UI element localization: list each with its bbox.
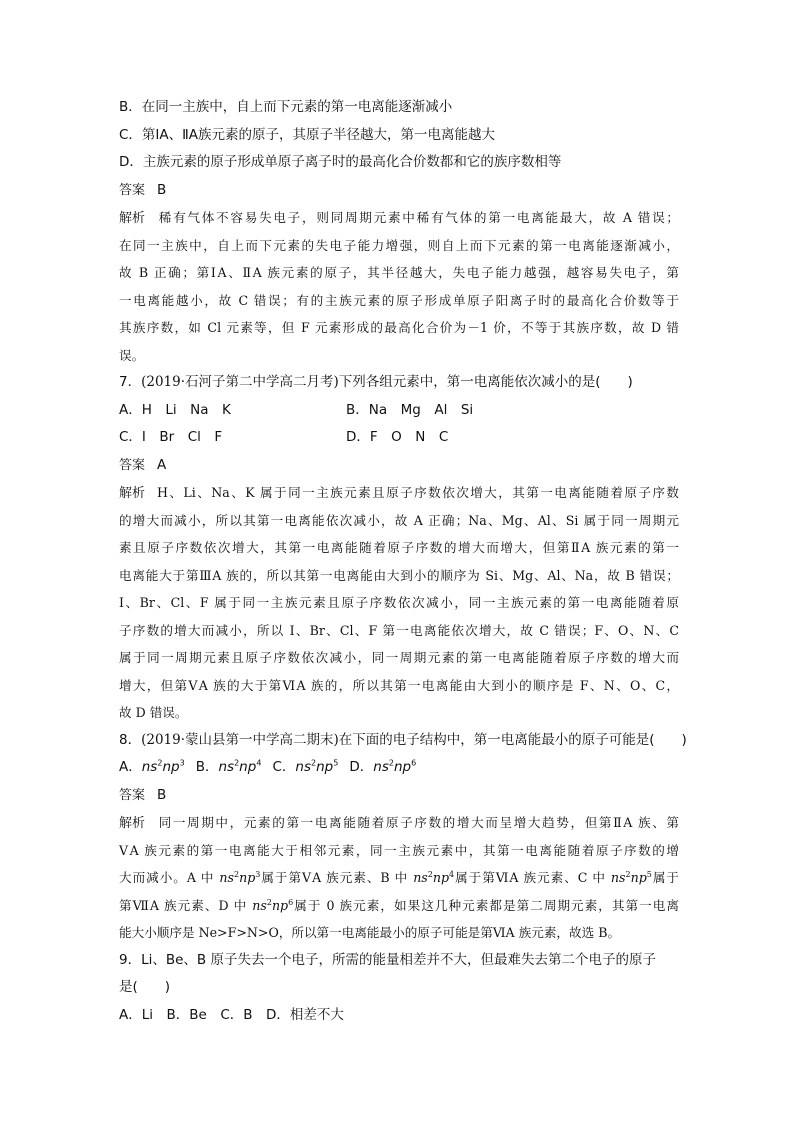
explanation-line: 素且原子序数依次增大，其第一电离能随着原子序数的增大而增大，但第ⅡA 族元素的第一 bbox=[119, 540, 679, 555]
answer-row bbox=[119, 452, 679, 480]
explanation-block bbox=[119, 204, 679, 369]
answer-value: B bbox=[157, 181, 167, 198]
answer-label: 答案 bbox=[119, 457, 146, 473]
answer-label: 答案 bbox=[119, 787, 146, 803]
explanation-line: 误。 bbox=[119, 347, 145, 363]
explanation-line: 故 B 正确；第ⅠA、ⅡA 族元素的原子，其半径越大，失电子能力越强，越容易失电子，第 bbox=[119, 265, 679, 280]
explanation-line: 子序数的增大而减小，所以 I、Br、Cl、F 第一电离能依次增大，故 C 错误；F、O、N、C bbox=[119, 622, 679, 638]
explanation-line: 一电离能越小，故 C 错误；有的主族元素的原子形成单原子阳离子时的最高化合价数等于 bbox=[119, 292, 679, 308]
question-7-stem: 7．(2019·石河子第二中学高二月考)下列各组元素中，第一电离能依次减小的是( ) bbox=[119, 374, 633, 390]
option-b: B．在同一主族中，自上而下元素的第一电离能逐渐减小 bbox=[119, 99, 453, 115]
explanation-line: 的增大而减小，所以其第一电离能依次减小，故 A 正确；Na、Mg、Al、Si 属于同一周期元 bbox=[119, 512, 679, 528]
explanation-line: I、Br、Cl、F 属于同一主族元素且原子序数依次减小，同一主族元素的第一电离能随着原 bbox=[119, 595, 679, 610]
option-d: D．F O N C bbox=[346, 429, 449, 445]
explanation-line: 解析 同一周期中，元素的第一电离能随着原子序数的增大而呈增大趋势，但第ⅡA 族、第 bbox=[119, 809, 679, 837]
options-row: A．Li B．Be C．B D．相差不大 bbox=[119, 1006, 344, 1023]
explanation-line: 解析 稀有气体不容易失电子，则同周期元素中稀有气体的第一电离能最大，故 A 错误； bbox=[119, 204, 679, 232]
explanation-line: 其族序数，如 Cl 元素等，但 F 元素形成的最高化合价为－1 价，不等于其族序数，故 D 错 bbox=[119, 320, 679, 335]
option-a: A．$ns^2np^3$ bbox=[119, 758, 185, 775]
question-8-stem: 8．(2019·蒙山县第一中学高二期末)在下面的电子结构中，第一电离能最小的原子可能是( ) bbox=[119, 731, 687, 748]
answer-row bbox=[119, 177, 679, 205]
explanation-label: 解析 bbox=[119, 486, 146, 501]
explanation-line: 第ⅦA 族元素、D 中 $ns^2np^6$属于 0 族元素，如果这几种元素都是第二周期元素，其第一电离 bbox=[119, 897, 679, 913]
option-c: C．$ns^2np^5$ bbox=[272, 758, 339, 775]
option-a: A．H Li Na K bbox=[119, 401, 231, 418]
options-row bbox=[119, 397, 679, 425]
explanation-line: 能大小顺序是 Ne>F>N>O，所以第一电离能最小的原子可能是第ⅥA 族元素，故选 B。 bbox=[119, 925, 621, 940]
question-source: (2019·蒙山县第一中学高二期末) bbox=[141, 731, 339, 748]
explanation-line: 增大，但第ⅤA 族的大于第ⅥA 族的，所以其第一电离能由大到小的顺序是 F、N、O、C， bbox=[119, 677, 679, 693]
options-row bbox=[119, 754, 679, 782]
explanation-block bbox=[119, 809, 679, 947]
answer-row bbox=[119, 782, 679, 810]
explanation-label: 解析 bbox=[119, 211, 146, 226]
explanation-line: 解析 H、Li、Na、K 属于同一主族元素且原子序数依次增大，其第一电离能随着原子序数 bbox=[119, 479, 679, 507]
option-c: C．第ⅠA、ⅡA族元素的原子，其原子半径越大，第一电离能越大 bbox=[119, 126, 496, 143]
question-9-stem-cont: 是( ) bbox=[119, 979, 171, 995]
option-d: D．$ns^2np^6$ bbox=[349, 758, 417, 775]
explanation-block bbox=[119, 479, 679, 727]
answer-value: A bbox=[157, 456, 167, 473]
explanation-line: 电离能大于第ⅢA 族的，所以其第一电离能由大到小的顺序为 Si、Mg、Al、Na，故 B 错误； bbox=[119, 567, 679, 583]
options-row bbox=[119, 424, 679, 452]
option-b: B．Na Mg Al Si bbox=[346, 401, 474, 418]
explanation-line: 在同一主族中，自上而下元素的失电子能力增强，则自上而下元素的第一电离能逐渐减小， bbox=[119, 237, 679, 253]
answer-label: 答案 bbox=[119, 182, 146, 198]
option-c: C．I Br Cl F bbox=[119, 429, 223, 445]
explanation-line: ⅤA 族元素的第一电离能大于相邻元素，同一主族元素中，其第一电离能随着原子序数的增 bbox=[119, 842, 679, 858]
option-b: B．$ns^2np^4$ bbox=[195, 758, 262, 775]
question-9-stem: 9．Li、Be、B 原子失去一个电子，所需的能量相差并不大，但最难失去第二个电子的原子 bbox=[119, 951, 656, 968]
document-page bbox=[119, 94, 687, 1029]
explanation-line: 故 D 错误。 bbox=[119, 705, 188, 720]
question-source: (2019·石河子第二中学高二月考) bbox=[141, 374, 339, 390]
option-d: D．主族元素的原子形成单原子离子时的最高化合价数都和它的族序数相等 bbox=[119, 154, 562, 170]
explanation-line: 属于同一周期元素且原子序数依次减小，同一周期元素的第一电离能随着原子序数的增大而 bbox=[119, 650, 679, 665]
explanation-line: 大而减小。A 中 $ns^2np^3$属于第ⅤA 族元素、B 中 $ns^2np^4$属于第ⅥA 族元素、C 中 $ns^2np^5$属于 bbox=[119, 869, 679, 885]
answer-value: B bbox=[157, 786, 167, 803]
explanation-label: 解析 bbox=[119, 816, 146, 831]
